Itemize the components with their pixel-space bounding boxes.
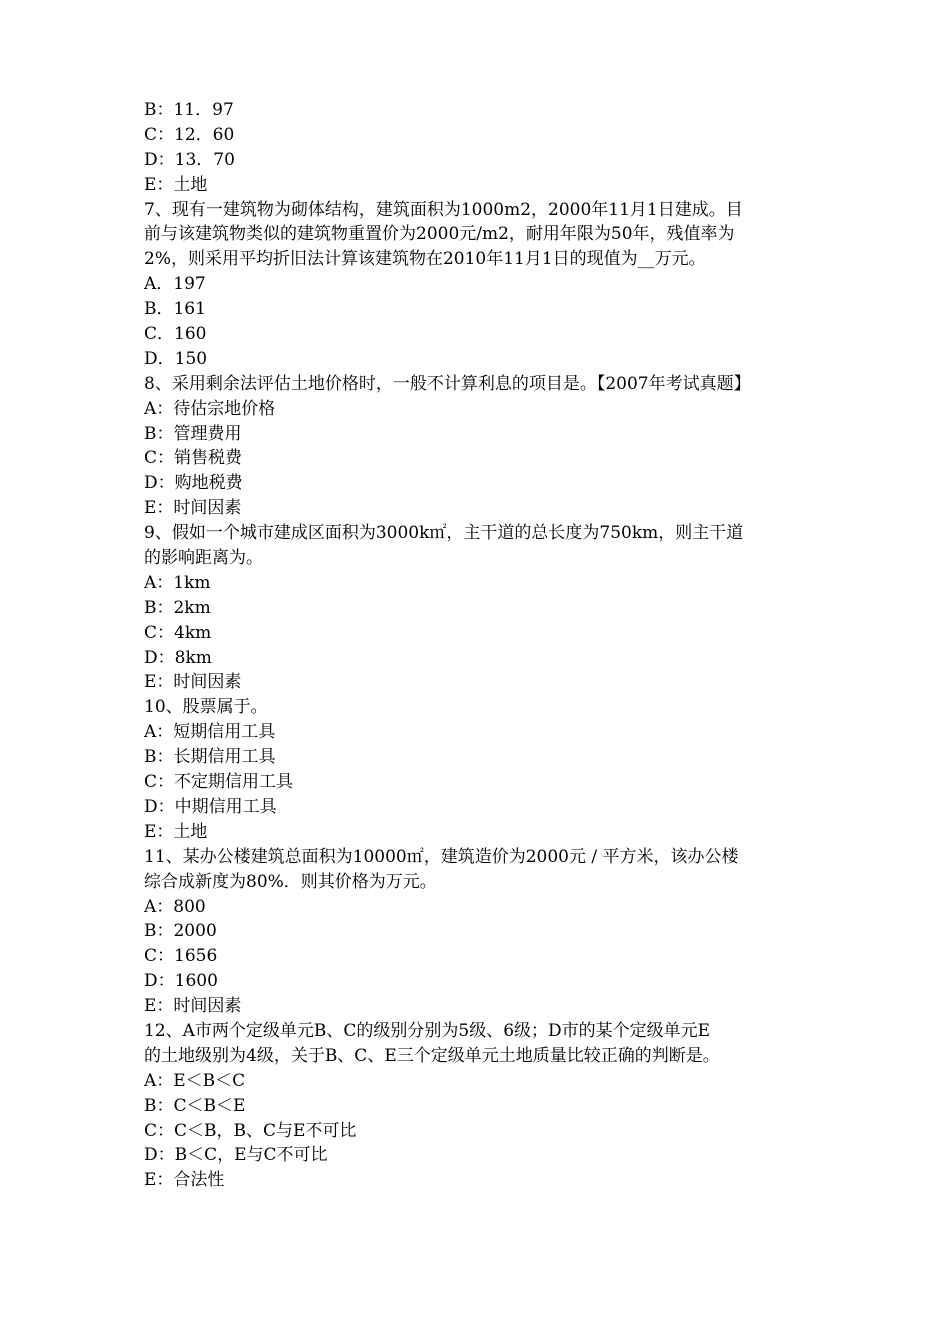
question-11-line-2: 综合成新度为80%．则其价格为万元。 (144, 871, 437, 892)
question-8-option-e: E：时间因素 (144, 498, 242, 519)
question-12 (144, 1019, 810, 1069)
question-10-option-c: C：不定期信用工具 (144, 772, 294, 793)
question-8-option-c: C：销售税费 (144, 448, 243, 469)
question-11-line-1: 11、某办公楼建筑总面积为10000㎡，建筑造价为2000元 / 平方米，该办公楼 (144, 846, 739, 867)
question-10-option-e: E：土地 (144, 821, 208, 842)
question-9-option-a: A：1km (144, 572, 211, 593)
question-12-option-a: A：E＜B＜C (144, 1070, 246, 1091)
question-11 (144, 845, 810, 895)
question-8: 8、采用剩余法评估土地价格时，一般不计算利息的项目是。【2007年考试真题】 (144, 373, 751, 394)
question-8-option-a: A：待估宗地价格 (144, 398, 276, 419)
option-c: C：12．60 (144, 124, 235, 145)
document-page (144, 98, 810, 1193)
question-9-option-d: D：8km (144, 647, 212, 668)
question-9-option-e: E：时间因素 (144, 672, 242, 693)
question-12-option-c: C：C＜B，B、C与E不可比 (144, 1120, 357, 1141)
question-12-line-1: 12、A市两个定级单元B、C的级别分别为5级、6级；D市的某个定级单元E (144, 1020, 711, 1041)
question-7-option-b: B．161 (144, 299, 206, 320)
question-10-option-d: D：中期信用工具 (144, 796, 277, 817)
option-d: D：13．70 (144, 149, 235, 170)
question-11-option-c: C：1656 (144, 946, 218, 967)
question-9 (144, 521, 810, 571)
question-7-line-1: 7、现有一建筑物为砌体结构，建筑面积为1000m2，2000年11月1日建成。目 (144, 199, 743, 220)
question-9-option-b: B：2km (144, 597, 211, 618)
question-11-option-b: B：2000 (144, 921, 217, 942)
question-12-option-d: D：B＜C，E与C不可比 (144, 1145, 328, 1166)
question-10-option-b: B：长期信用工具 (144, 747, 276, 768)
question-8-option-b: B：管理费用 (144, 423, 242, 444)
question-7-option-d: D．150 (144, 348, 208, 369)
question-8-option-d: D：购地税费 (144, 473, 243, 494)
question-10: 10、股票属于。 (144, 697, 268, 718)
question-9-line-1: 9、假如一个城市建成区面积为3000k㎡，主干道的总长度为750km，则主干道 (144, 523, 744, 544)
question-7-line-2: 前与该建筑物类似的建筑物重置价为2000元/m2，耐用年限为50年，残值率为 (144, 224, 735, 245)
question-10-option-a: A：短期信用工具 (144, 722, 276, 743)
question-12-line-2: 的土地级别为4级，关于B、C、E三个定级单元土地质量比较正确的判断是。 (144, 1045, 720, 1066)
question-7-option-a: A．197 (144, 274, 206, 295)
question-12-option-b: B：C＜B＜E (144, 1095, 246, 1116)
option-b: B：11．97 (144, 100, 234, 120)
question-12-option-e: E：合法性 (144, 1170, 225, 1191)
question-11-option-a: A：800 (144, 896, 206, 917)
question-7 (144, 198, 810, 273)
option-e: E：土地 (144, 174, 208, 195)
question-11-option-d: D：1600 (144, 971, 218, 992)
question-7-line-3: 2%，则采用平均折旧法计算该建筑物在2010年11月1日的现值为__万元。 (144, 249, 706, 270)
question-9-line-2: 的影响距离为。 (144, 548, 263, 569)
question-9-option-c: C：4km (144, 622, 212, 643)
question-11-option-e: E：时间因素 (144, 996, 242, 1017)
question-7-option-c: C．160 (144, 324, 207, 345)
